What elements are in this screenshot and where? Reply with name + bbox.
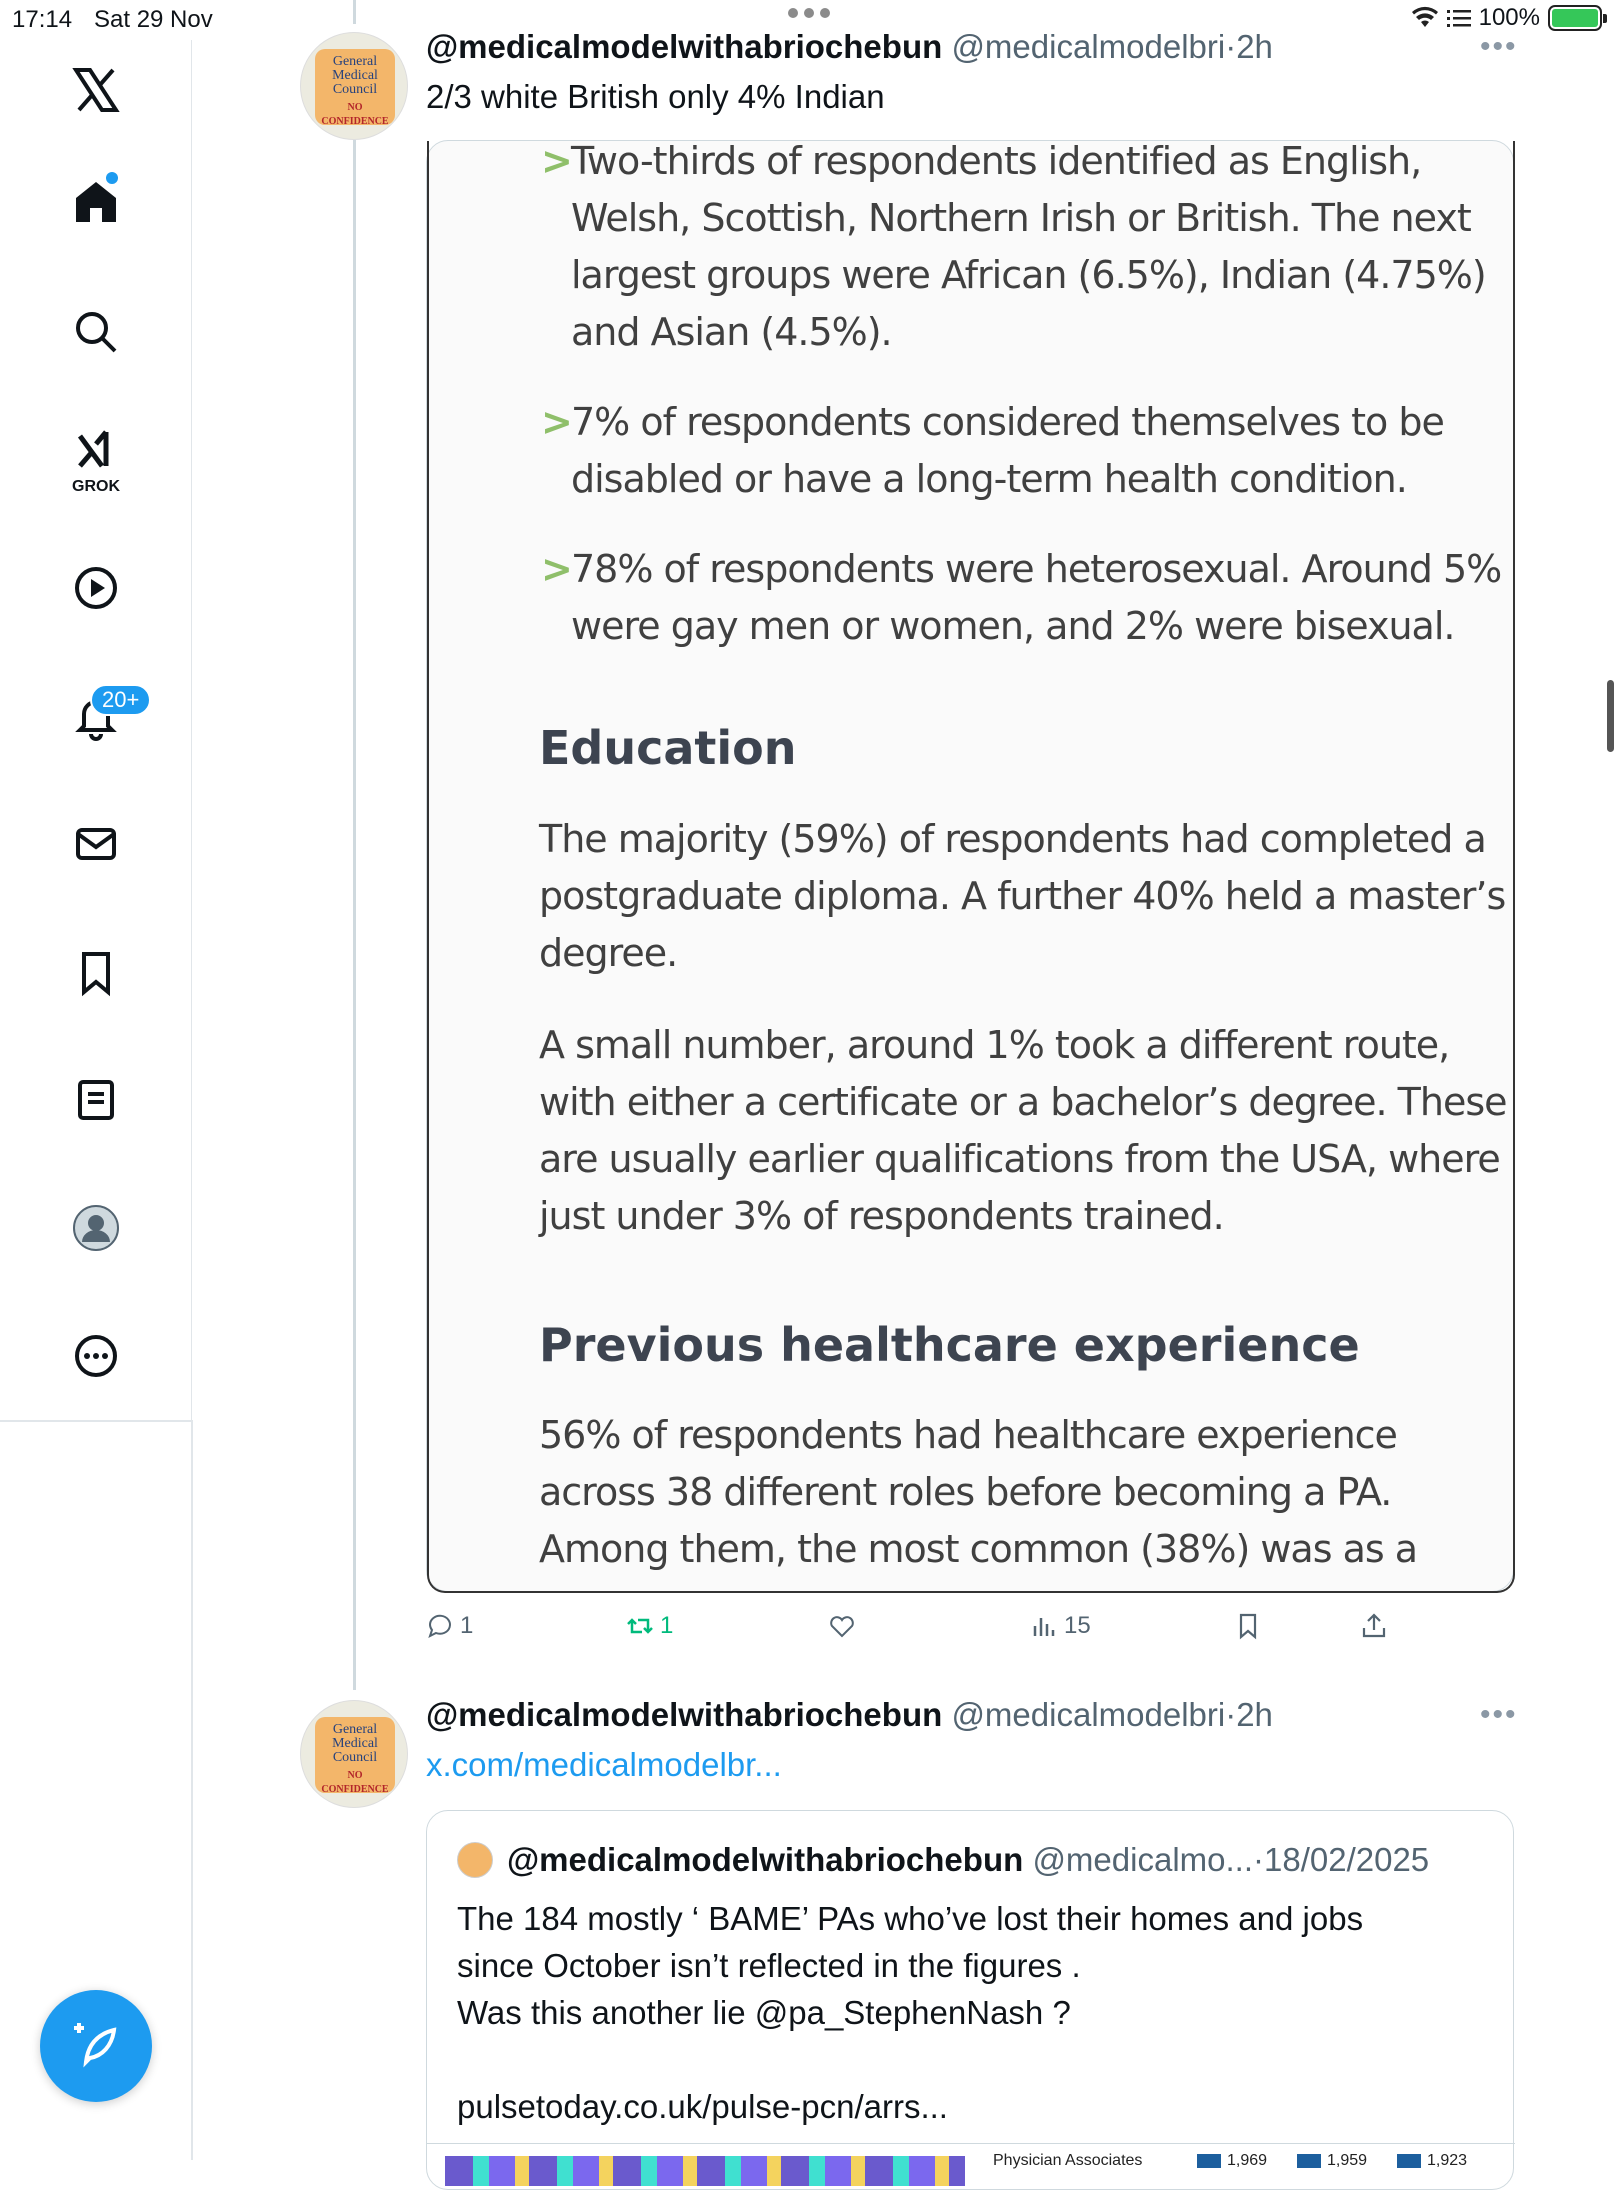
tweet-header [426,1696,1273,1734]
image-education-para-1: The majority (59%) of respondents had completed a postgraduate diploma. A further 40% held a master’s degree. [539,817,1506,975]
more-options-icon[interactable]: ••• [1480,30,1518,63]
repost-button[interactable] [626,1612,673,1640]
status-right [1411,4,1602,32]
quote-image-value: 1,959 [1297,2152,1367,2170]
tweet-header [426,28,1273,66]
display-name[interactable]: @medicalmodelwithabriochebun [426,1696,943,1733]
lists-icon[interactable] [60,1064,132,1136]
quote-text: The 184 mostly ‘ BAME’ PAs who’ve lost their homes and jobs since October isn’t reflected in the figures . Was this another lie @pa_StephenNash ? pulsetoday.co.uk/pulse-pcn/arrs... [457,1900,1364,2125]
quote-image-label: Physician Associates [993,2152,1143,2169]
compose-button[interactable] [40,1990,152,2102]
quote-image-value: 1,969 [1197,2152,1267,2170]
share-button[interactable] [1360,1612,1388,1640]
views-icon [1030,1612,1058,1640]
quote-image[interactable] [427,2143,1515,2203]
timestamp[interactable]: 2h [1236,1696,1273,1733]
quote-header [457,1841,1429,1879]
search-icon[interactable] [60,296,132,368]
image-experience-para: 56% of respondents had healthcare experience across 38 different roles before becoming a PA. Among them, the most common (38%) was as a [539,1413,1418,1571]
quote-image-mosaic [445,2156,965,2186]
quote-handle: @medicalmo... [1032,1841,1253,1878]
quote-display-name: @medicalmodelwithabriochebun [507,1841,1024,1878]
grok-icon[interactable] [60,414,132,486]
status-date: Sat 29 Nov [94,6,213,33]
quote-separator: · [1253,1841,1264,1878]
multitask-dots-icon[interactable] [788,8,834,22]
image-bullet-2: > 7% of respondents considered themselves to be disabled or have a long-term health condition. [541,400,1444,501]
compose-icon [68,2018,124,2074]
view-count: 15 [1064,1612,1091,1639]
sidebar-divider [0,1420,192,1422]
tweet-image[interactable] [426,140,1514,1592]
like-button[interactable] [828,1612,856,1640]
reply-count: 1 [460,1612,474,1639]
bookmark-button[interactable] [1234,1612,1262,1640]
notifications-badge: 20+ [90,684,151,716]
handle[interactable]: @medicalmodelbri [951,28,1226,65]
avatar[interactable] [300,32,408,140]
quote-date: 18/02/2025 [1264,1841,1430,1878]
reply-button[interactable] [426,1612,473,1640]
handle[interactable]: @medicalmodelbri [951,1696,1226,1733]
image-bullet-1: > Two-thirds of respondents identified as English, Welsh, Scottish, Northern Irish or British. The next largest groups were African (6.5%), Indian (4.75%) and Asian (4.5%). [541,139,1486,354]
heart-icon [828,1612,856,1640]
separator: · [1225,28,1237,65]
image-heading-experience: Previous healthcare experience [539,1318,1360,1372]
quote-image-value: 1,923 [1397,2152,1467,2170]
battery-percent: 100% [1478,4,1540,31]
image-education-para-2: A small number, around 1% took a different route, with either a certificate or a bachelor’s degree. These are usually earlier qualifications from the USA, where just under 3% of respondents trained. [539,1023,1507,1238]
reply-icon [426,1612,454,1640]
views-button[interactable] [1030,1612,1091,1640]
tweet-link[interactable]: x.com/medicalmodelbr... [426,1746,782,1783]
bookmarks-icon[interactable] [60,936,132,1008]
x-logo-icon[interactable] [60,54,132,126]
grok-label: GROK [72,478,120,495]
gmc-logo: General Medical Council NO CONFIDENCE [315,1717,395,1793]
timestamp[interactable]: 2h [1236,28,1273,65]
messages-icon[interactable] [60,808,132,880]
repost-icon [626,1612,654,1640]
gmc-logo: General Medical Council NO CONFIDENCE [315,49,395,125]
repost-count: 1 [660,1612,674,1639]
profile-icon[interactable] [60,1192,132,1264]
sidebar-border [191,1420,193,2160]
video-icon[interactable] [60,552,132,624]
display-name[interactable]: @medicalmodelwithabriochebun [426,28,943,65]
list-icon [1447,8,1471,28]
bookmark-icon [1234,1612,1262,1640]
battery-icon [1548,5,1602,31]
home-icon[interactable] [60,166,132,238]
separator: · [1225,1696,1237,1733]
wifi-icon [1411,7,1439,29]
thread-connector [353,140,356,1690]
more-options-icon[interactable]: ••• [1480,1698,1518,1731]
home-notification-dot [106,172,118,184]
share-icon [1360,1612,1388,1640]
tweet-actions [426,1612,1426,1652]
quote-tweet[interactable] [426,1810,1514,2190]
more-icon[interactable] [60,1320,132,1392]
image-heading-education: Education [539,721,797,775]
scrollbar[interactable] [1607,680,1614,752]
image-bullet-3: > 78% of respondents were heterosexual. Around 5% were gay men or women, and 2% were bisexual. [541,547,1502,648]
status-time: 17:14 [12,6,73,33]
avatar[interactable] [300,1700,408,1808]
quote-avatar [457,1842,493,1878]
tweet-text: 2/3 white British only 4% Indian [426,78,885,115]
thread-connector [353,0,356,24]
